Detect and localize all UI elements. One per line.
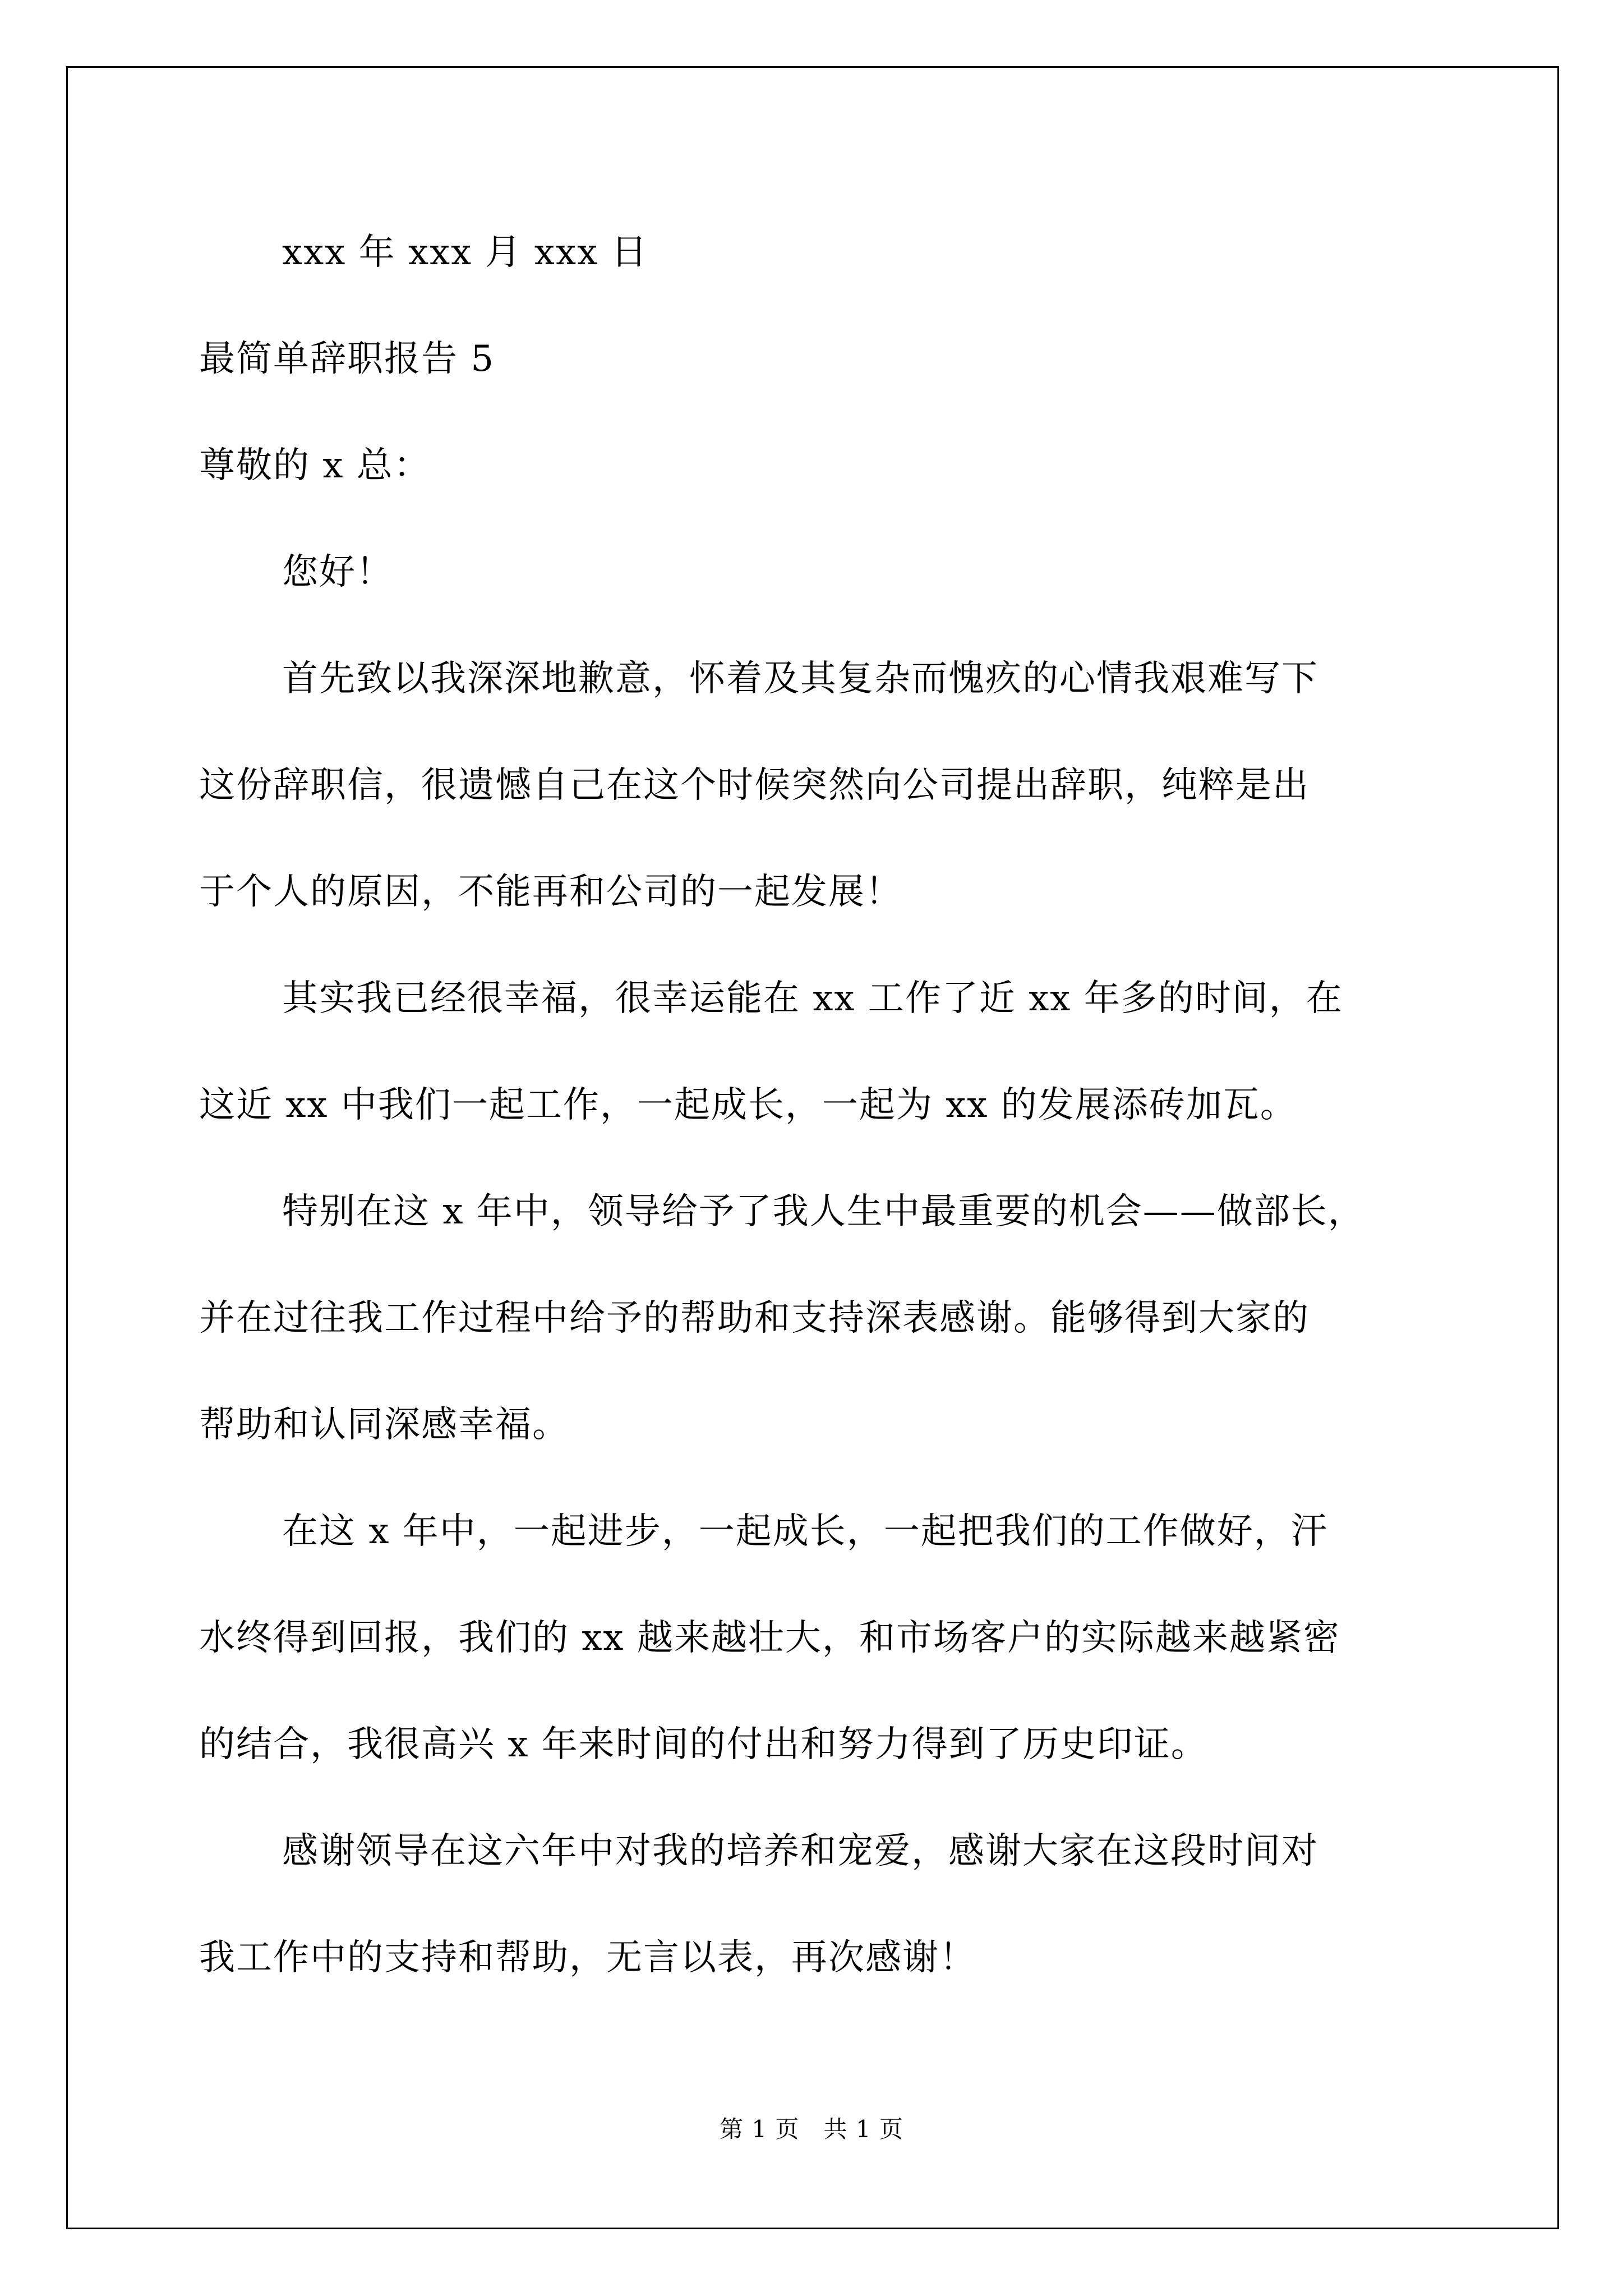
paragraph-line: 在这 x 年中，一起进步，一起成长，一起把我们的工作做好，汗 [282,1511,1328,1552]
paragraph-line: 于个人的原因，不能再和公司的一起发展！ [199,871,902,913]
paragraph-line: 帮助和认同深感幸福。 [199,1404,569,1446]
salutation: 尊敬的 x 总： [199,445,431,486]
document-title: 最简单辞职报告 5 [199,338,495,380]
paragraph-line: 水终得到回报，我们的 xx 越来越壮大，和市场客户的实际越来越紧密 [199,1617,1340,1659]
paragraph-line: 其实我已经很幸福，很幸运能在 xx 工作了近 xx 年多的时间，在 [282,978,1343,1019]
greeting: 您好！ [282,551,393,593]
paragraph-line: 首先致以我深深地歉意，怀着及其复杂而愧疚的心情我艰难写下 [282,658,1318,700]
paragraph-line: 这份辞职信，很遗憾自己在这个时候突然向公司提出辞职，纯粹是出 [199,765,1310,806]
page-footer: 第 1 页 共 1 页 [720,2115,903,2143]
page-border [66,66,1559,2229]
paragraph-line: 特别在这 x 年中，领导给予了我人生中最重要的机会——做部长， [282,1191,1365,1232]
paragraph-line: 感谢领导在这六年中对我的培养和宠爱，感谢大家在这段时间对 [282,1830,1318,1872]
paragraph-line: 的结合，我很高兴 x 年来时间的付出和努力得到了历史印证。 [199,1724,1208,1765]
paragraph-line: 这近 xx 中我们一起工作，一起成长，一起为 xx 的发展添砖加瓦。 [199,1084,1297,1126]
date-line: xxx 年 xxx 月 xxx 日 [282,232,648,273]
paragraph-line: 并在过往我工作过程中给予的帮助和支持深表感谢。能够得到大家的 [199,1297,1310,1339]
paragraph-line: 我工作中的支持和帮助，无言以表，再次感谢！ [199,1937,976,1978]
